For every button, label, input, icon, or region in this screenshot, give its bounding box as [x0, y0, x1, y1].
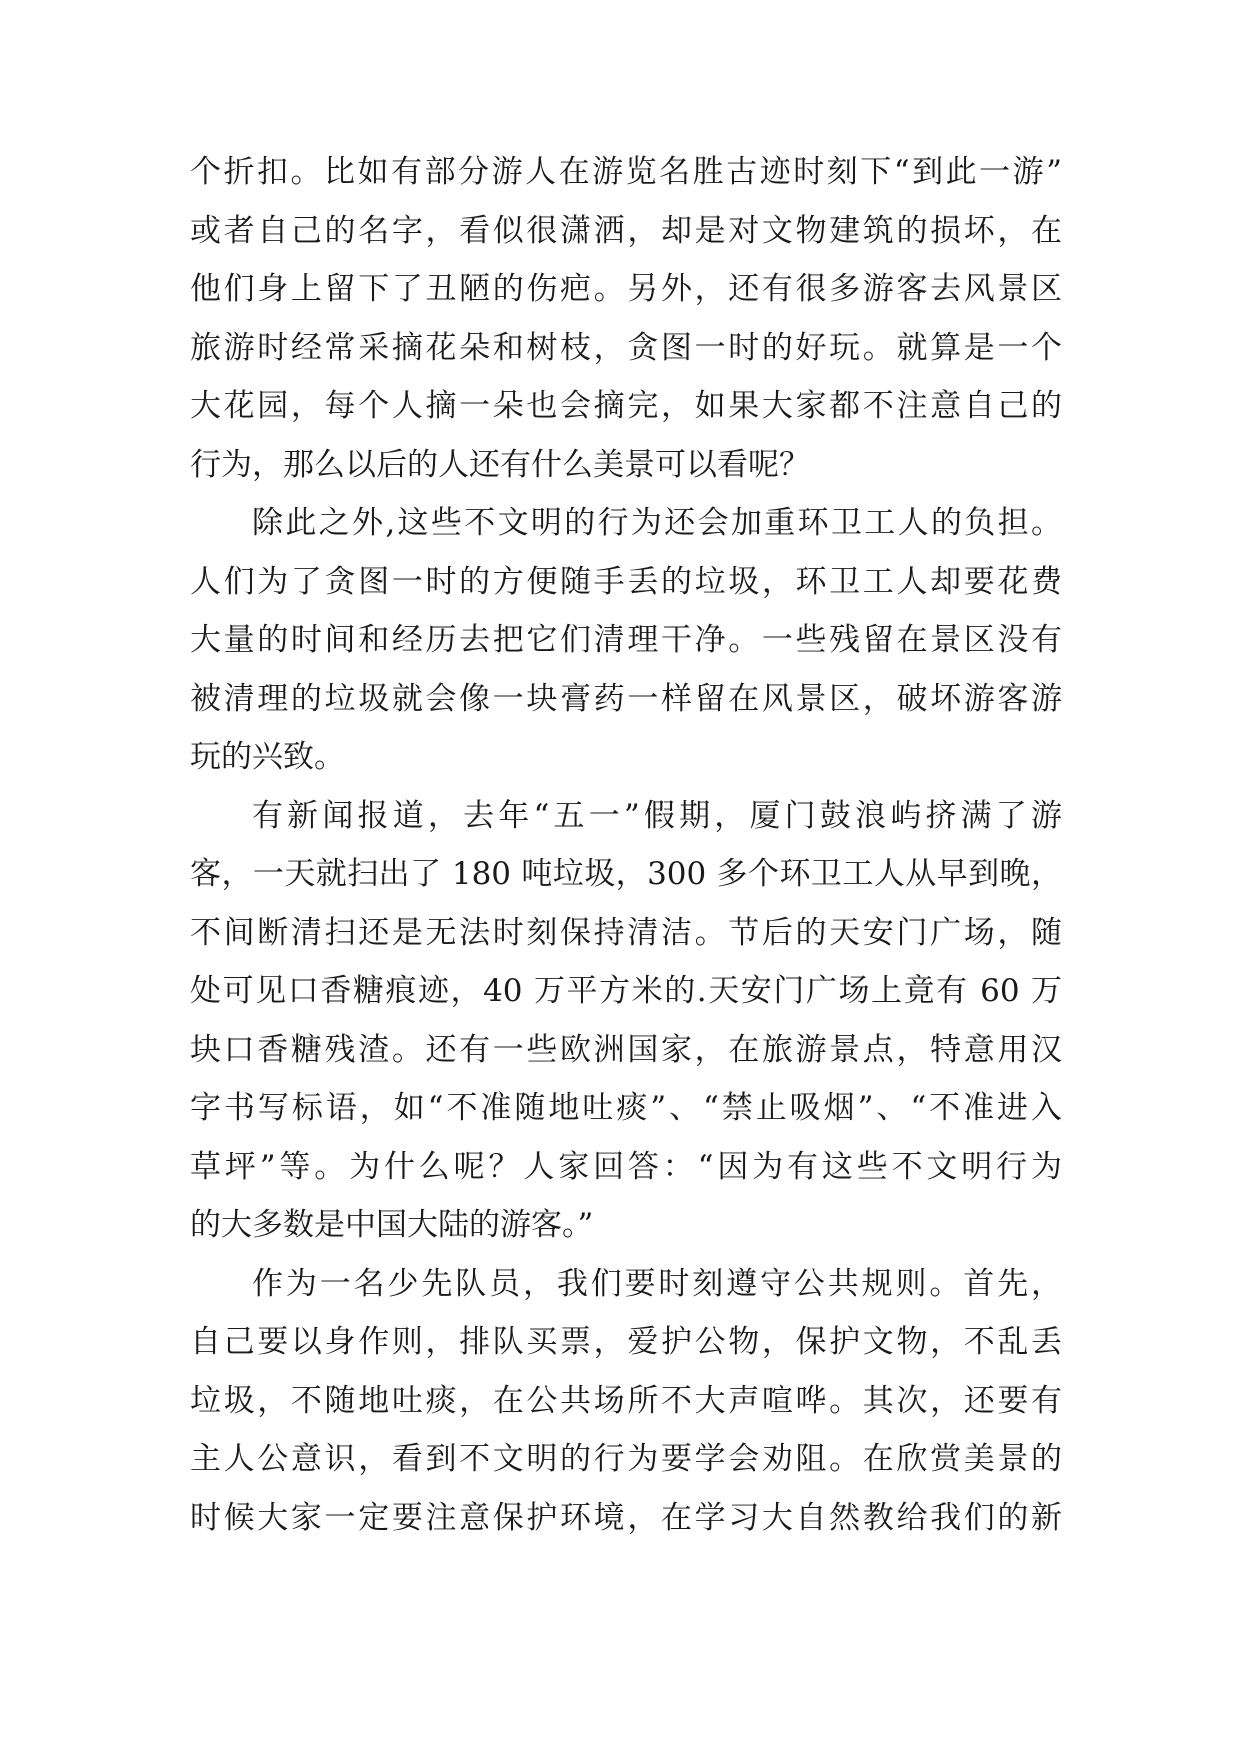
text-line: 时候大家一定要注意保护环境，在学习大自然教给我们的新 [190, 1499, 1062, 1536]
text-line: 大花园，每个人摘一朵也会摘完，如果大家都不注意自己的 [190, 388, 1062, 424]
text-line: 自己要以身作则，排队买票，爱护公物，保护文物，不乱丢 [190, 1324, 1062, 1360]
text-line: 有新闻报道，去年“五一”假期，厦门鼓浪屿挤满了游 [252, 797, 1062, 834]
text-line: 主人公意识，看到不文明的行为要学会劝阻。在欣赏美景的 [190, 1441, 1062, 1477]
text-line: 除此之外,这些不文明的行为还会加重环卫工人的负担。 [252, 505, 1062, 541]
text-line: 大量的时间和经历去把它们清理干净。一些残留在景区没有 [190, 622, 1062, 658]
text-line: 作为一名少先队员，我们要时刻遵守公共规则。首先， [252, 1265, 1062, 1302]
text-line: 块口香糖残渣。还有一些欧洲国家，在旅游景点，特意用汉 [190, 1031, 1062, 1068]
text-line: 个折扣。比如有部分游人在游览名胜古迹时刻下“到此一游” [190, 154, 1062, 190]
text-line: 或者自己的名字，看似很潇洒，却是对文物建筑的损坏，在 [190, 212, 1062, 249]
text-line: 人们为了贪图一时的方便随手丢的垃圾，环卫工人却要花费 [190, 563, 1062, 600]
text-line: 字书写标语，如“不准随地吐痰”、“禁止吸烟”、“不准进入 [190, 1090, 1062, 1126]
text-line: 不间断清扫还是无法时刻保持清洁。节后的天安门广场，随 [190, 914, 1062, 951]
text-line: 客，一天就扫出了 180 吨垃圾，300 多个环卫工人从早到晚， [190, 856, 1062, 892]
text-line: 玩的兴致。 [190, 739, 345, 775]
text-line: 处可见口香糖痕迹，40 万平方米的.天安门广场上竟有 60 万 [190, 973, 1062, 1009]
text-line: 草坪”等。为什么呢？人家回答：“因为有这些不文明行为 [190, 1148, 1062, 1185]
text-line: 垃圾，不随地吐痰，在公共场所不大声喧哗。其次，还要有 [190, 1382, 1062, 1419]
text-line: 被清理的垃圾就会像一块膏药一样留在风景区，破坏游客游 [190, 680, 1062, 717]
text-line: 旅游时经常采摘花朵和树枝，贪图一时的好玩。就算是一个 [190, 329, 1062, 366]
body-text [190, 143, 1062, 1547]
text-line: 行为，那么以后的人还有什么美景可以看呢？ [190, 446, 810, 483]
text-line: 他们身上留下了丑陋的伤疤。另外，还有很多游客去风景区 [190, 271, 1062, 307]
text-line: 的大多数是中国大陆的游客。” [190, 1207, 594, 1243]
